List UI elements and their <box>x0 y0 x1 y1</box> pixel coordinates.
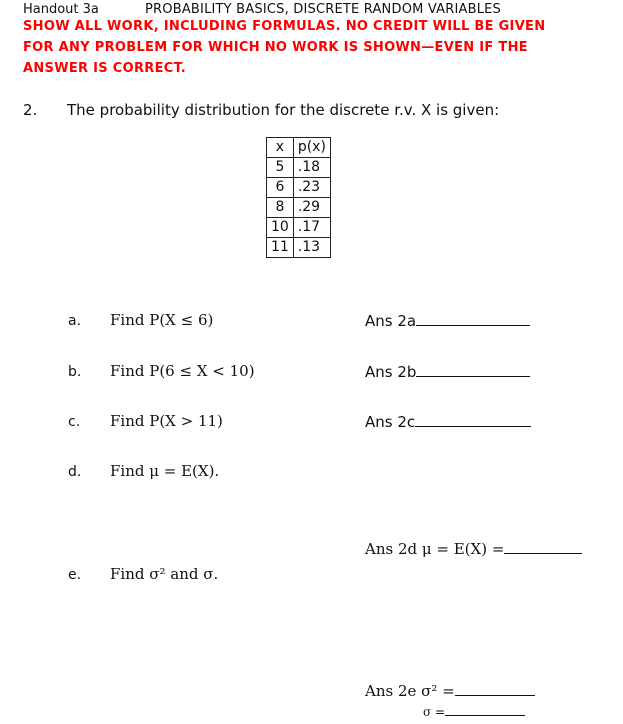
part-c-prompt: Find P(X > 11) <box>110 412 223 430</box>
table-cell-px: .29 <box>293 198 330 218</box>
answer-2e-sd-label: σ = <box>423 705 446 719</box>
part-b-letter: b. <box>68 364 82 380</box>
answer-2c-blank[interactable] <box>415 412 531 427</box>
table-cell-x: 8 <box>267 198 294 218</box>
table-cell-px: .13 <box>293 238 330 258</box>
table-row <box>267 218 331 238</box>
answer-2b-blank[interactable] <box>416 362 530 377</box>
part-b-prompt: Find P(6 ≤ X < 10) <box>110 362 255 380</box>
table-cell-x: 6 <box>267 178 294 198</box>
column-header-x: x <box>267 138 294 158</box>
table-row <box>267 238 331 258</box>
distribution-table <box>266 137 331 258</box>
answer-2e-variance-blank[interactable] <box>455 681 535 696</box>
table-cell-px: .23 <box>293 178 330 198</box>
answer-2e-sd-blank[interactable] <box>445 704 525 716</box>
part-a-prompt: Find P(X ≤ 6) <box>110 311 214 329</box>
warning-line-2: FOR ANY PROBLEM FOR WHICH NO WORK IS SHOWN—EVEN IF THE <box>23 40 528 55</box>
part-e-letter: e. <box>68 567 82 583</box>
table-row <box>267 158 331 178</box>
question-text: The probability distribution for the discrete r.v. X is given: <box>67 101 500 119</box>
table-cell-px: .17 <box>293 218 330 238</box>
table-cell-x: 11 <box>267 238 294 258</box>
table-cell-x: 10 <box>267 218 294 238</box>
question-number: 2. <box>23 101 38 119</box>
answer-2a-blank[interactable] <box>416 311 530 326</box>
answer-2b <box>365 362 530 381</box>
answer-2c <box>365 412 531 431</box>
answer-2e-label: Ans 2e σ² = <box>365 682 455 700</box>
table-row <box>267 178 331 198</box>
table-cell-x: 5 <box>267 158 294 178</box>
warning-line-1: SHOW ALL WORK, INCLUDING FORMULAS. NO CREDIT WILL BE GIVEN <box>23 19 546 34</box>
answer-2c-label: Ans 2c <box>365 413 416 431</box>
part-d-letter: d. <box>68 464 82 480</box>
answer-2d-label: Ans 2d μ = E(X) = <box>365 540 505 558</box>
part-a-letter: a. <box>68 313 82 329</box>
handout-label: Handout 3a <box>23 2 99 17</box>
answer-2a <box>365 311 530 330</box>
answer-2a-label: Ans 2a <box>365 312 417 330</box>
part-d-prompt: Find μ = E(X). <box>110 462 220 480</box>
table-cell-px: .18 <box>293 158 330 178</box>
answer-2e-variance <box>365 681 535 700</box>
part-c-letter: c. <box>68 414 81 430</box>
answer-2d <box>365 539 582 558</box>
table-header-row <box>267 138 331 158</box>
answer-2b-label: Ans 2b <box>365 363 417 381</box>
answer-2e-sd <box>423 704 525 719</box>
column-header-px: p(x) <box>293 138 330 158</box>
answer-2d-blank[interactable] <box>504 539 582 554</box>
table-row <box>267 198 331 218</box>
warning-line-3: ANSWER IS CORRECT. <box>23 61 187 76</box>
part-e-prompt: Find σ² and σ. <box>110 565 219 583</box>
page-title: PROBABILITY BASICS, DISCRETE RANDOM VARIABLES <box>145 2 502 17</box>
